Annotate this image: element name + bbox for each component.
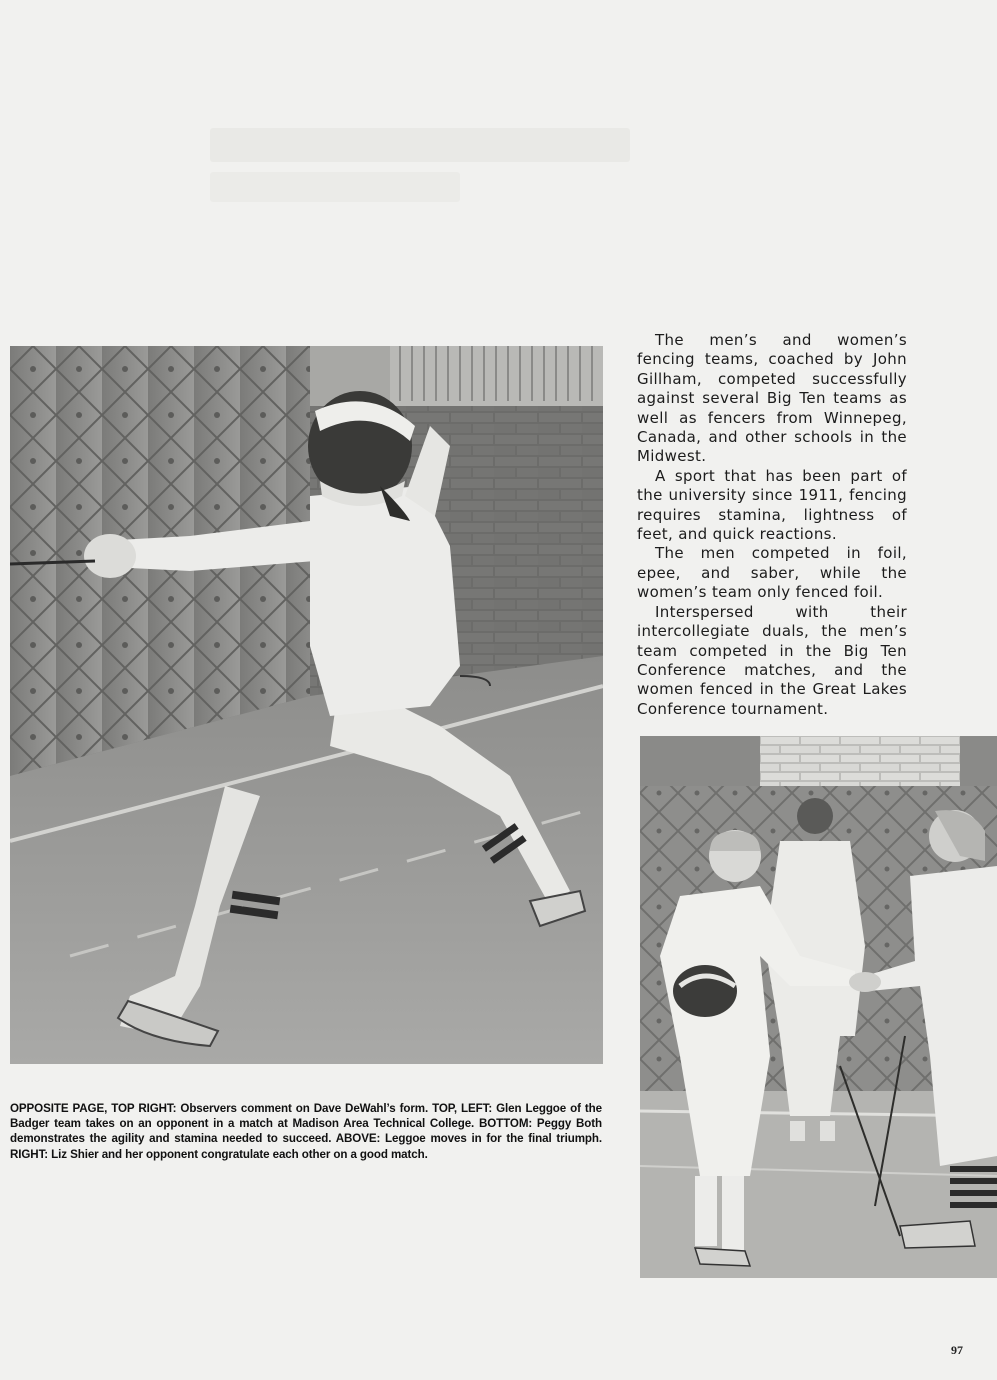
page-number: 97 [951, 1343, 963, 1357]
handshake-photo [640, 736, 997, 1278]
paragraph-2: A sport that has been part of the university since 1911, fencing requires stamina, lightness of feet, and quick reactions. [637, 466, 907, 544]
paragraph-3: The men competed in foil, epee, and saber, while the women’s team only fenced foil. [637, 544, 907, 602]
fencer-lunge-photo [10, 346, 603, 1064]
bleed-through-shadow [210, 128, 630, 202]
paragraph-4: Interspersed with their intercollegiate duals, the men’s team competed in the Big Ten Conference matches, and the women fenced in the Great Lakes Conference tournament. [637, 602, 907, 718]
photo-caption: OPPOSITE PAGE, TOP RIGHT: Observers comment on Dave DeWahl’s form. TOP, LEFT: Glen Leggoe of the Badger team takes on an opponent in a match at Madison Area Technical College. BOTTOM: Peggy Both demonstrates the agility and stamina needed to succeed. ABOVE: Leggoe moves in for the final triumph. RIGHT: Liz Shier and her opponent congratulate each other on a good match. [10, 1102, 602, 1161]
paragraph-1: The men’s and women’s fencing teams, coached by John Gillham, competed successfully against several Big Ten teams as well as fencers from Winnepeg, Canada, and other schools in the Midwest. [637, 331, 907, 466]
article-body [637, 331, 907, 719]
